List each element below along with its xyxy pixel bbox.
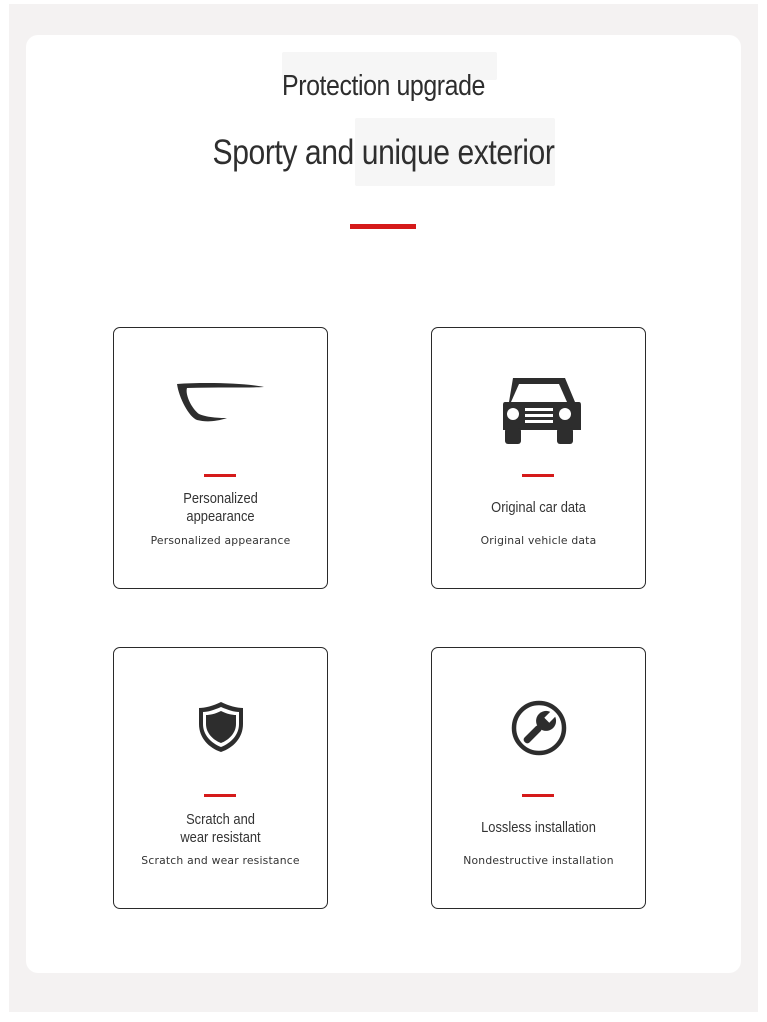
- card-title: Personalized appearance: [183, 490, 258, 525]
- accent-divider: [350, 224, 416, 229]
- card-title: Original car data: [491, 499, 586, 516]
- page-title: Protection upgrade: [281, 70, 486, 102]
- card-title: Scratch and wear resistant: [180, 811, 261, 846]
- card-accent-dash: [204, 474, 236, 477]
- feature-card-lossless: [431, 647, 646, 909]
- feature-card-scratch: [113, 647, 328, 909]
- card-title: Lossless installation: [481, 819, 596, 836]
- feature-card-personalized: [113, 327, 328, 589]
- card-subtitle: Personalized appearance: [150, 534, 291, 547]
- car-icon: [432, 374, 645, 446]
- card-accent-dash: [522, 794, 554, 797]
- card-subtitle: Scratch and wear resistance: [141, 854, 300, 867]
- card-accent-dash: [522, 474, 554, 477]
- shield-icon: [114, 700, 327, 754]
- page-subtitle: Sporty and unique exterior: [212, 133, 555, 172]
- feature-card-original-data: [431, 327, 646, 589]
- card-accent-dash: [204, 794, 236, 797]
- trim-strip-icon: [114, 380, 327, 430]
- wrench-icon: [432, 700, 645, 756]
- card-subtitle: Nondestructive installation: [463, 854, 614, 867]
- card-subtitle: Original vehicle data: [480, 534, 597, 547]
